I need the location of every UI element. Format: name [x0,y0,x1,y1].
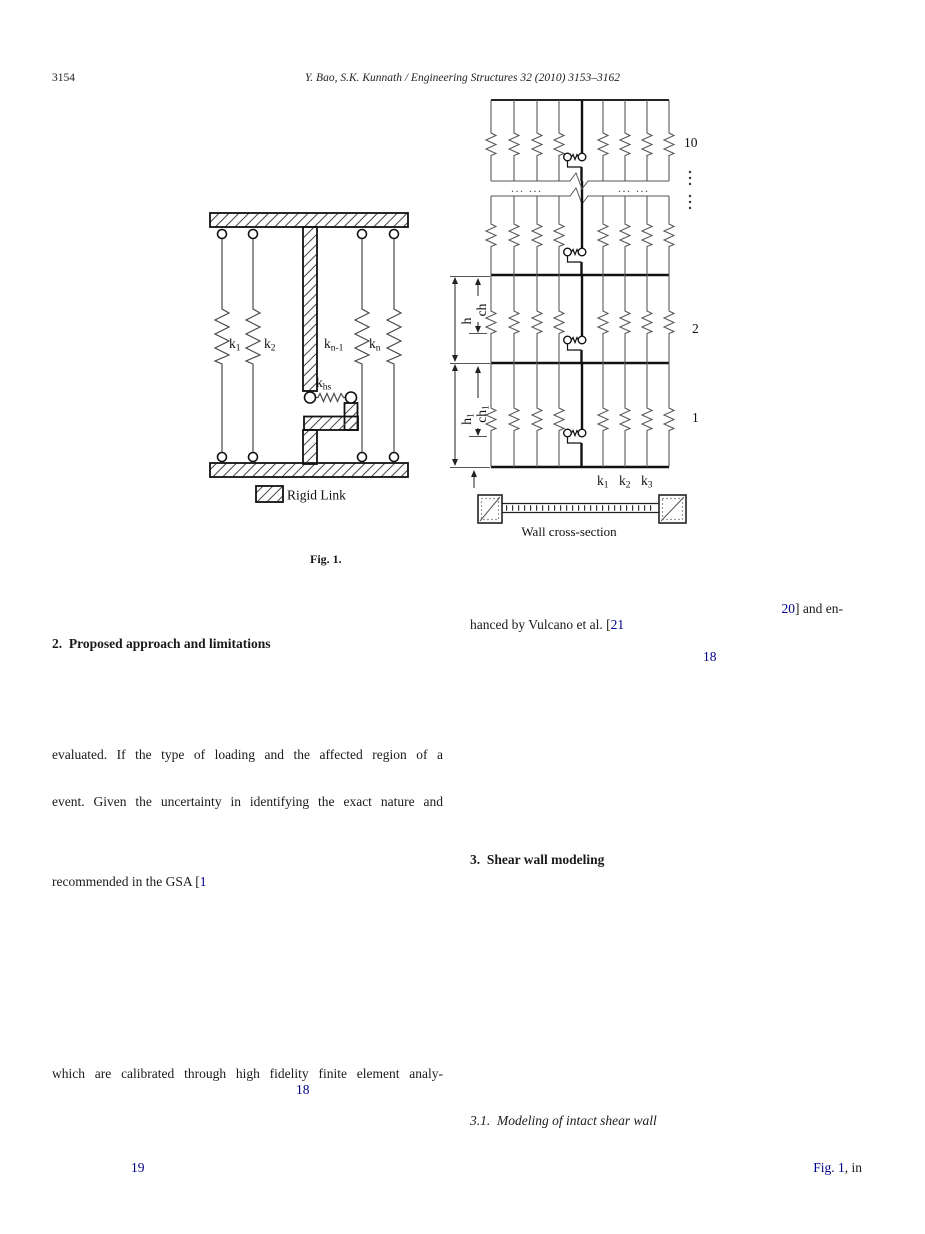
break-ellipsis-left: ... ... [511,181,543,195]
shear-spring [316,394,346,402]
macro-model-diagram [210,213,408,503]
section-heading-2: 2. Proposed approach and limitations [52,636,271,651]
bottom-rigid-link-bar [210,463,408,477]
spring-label-kn: kn [369,336,381,354]
line-recommended-text: recommended in the GSA [ [52,874,200,889]
base-spring-label-k3: k3 [641,473,653,491]
story-label-2: 2 [692,321,699,336]
step-link-horizontal [304,417,358,431]
line-evaluated: evaluated. If the type of loading and the affected region of a [52,747,443,762]
spring-label-k1: k1 [229,336,241,354]
ref-link-20[interactable]: 20 [781,601,796,616]
section-heading-3: 3. Shear wall modeling [470,852,605,867]
dim-label-h1: h1 [459,413,477,425]
line-calibrated: which are calibrated through high fidelity finite element analy- [52,1066,443,1081]
ref-link-19[interactable]: 19 [131,1160,145,1175]
subsection-heading-3-1: 3.1. Modeling of intact shear wall [470,1113,657,1128]
dimension-lines [450,277,492,489]
rigid-link-legend [256,486,346,503]
ref-link-1[interactable]: 1 [199,874,207,889]
story-label-1: 1 [692,410,699,425]
wall-cross-section [478,495,686,539]
line-enhanced-text: ] and en- [795,601,843,616]
line-fig-ref [470,1160,862,1176]
ref-link-21[interactable]: 21 [610,617,625,632]
line-enhanced [470,601,843,617]
rigid-link-swatch [256,486,283,502]
break-ellipsis-right: ... ... [618,181,650,195]
line-event: event. Given the uncertainty in identifying the exact nature and [52,794,443,809]
figure-caption: Fig. 1. [310,552,342,566]
ref-link-18-right[interactable]: 18 [703,649,717,664]
running-title: Y. Bao, S.K. Kunnath / Engineering Structures 32 (2010) 3153–3162 [304,72,621,84]
story-label-10: 10 [684,135,698,150]
line-fig-ref-text: , in [844,1160,862,1175]
ref-link-18-left[interactable]: 18 [296,1082,310,1097]
base-spring-label-k1: k1 [597,473,609,491]
vertical-ellipsis-dots [689,171,691,209]
top-rigid-link-bar [210,213,408,227]
dim-label-ch: ch [474,303,489,317]
wall-model-diagram [450,100,699,539]
spring-label-khs: khs [316,375,332,393]
line-recommended [52,874,206,890]
spring-label-k2: k2 [264,336,276,354]
base-spring-label-k2: k2 [619,473,631,491]
line-vulcano-text: hanced by Vulcano et al. [ [470,617,611,632]
step-link-left [303,430,317,464]
line-vulcano [470,617,624,633]
central-rigid-bar [303,227,317,391]
fig-1-link[interactable]: Fig. 1 [813,1160,845,1175]
cross-section-label: Wall cross-section [521,524,617,539]
rigid-link-label: Rigid Link [287,487,346,503]
figure-1-graphic [198,95,718,545]
dim-label-h: h [459,317,474,325]
dim-label-ch1: ch1 [474,405,492,423]
page-number: 3154 [52,72,75,84]
spring-label-kn-1: kn-1 [324,336,344,354]
